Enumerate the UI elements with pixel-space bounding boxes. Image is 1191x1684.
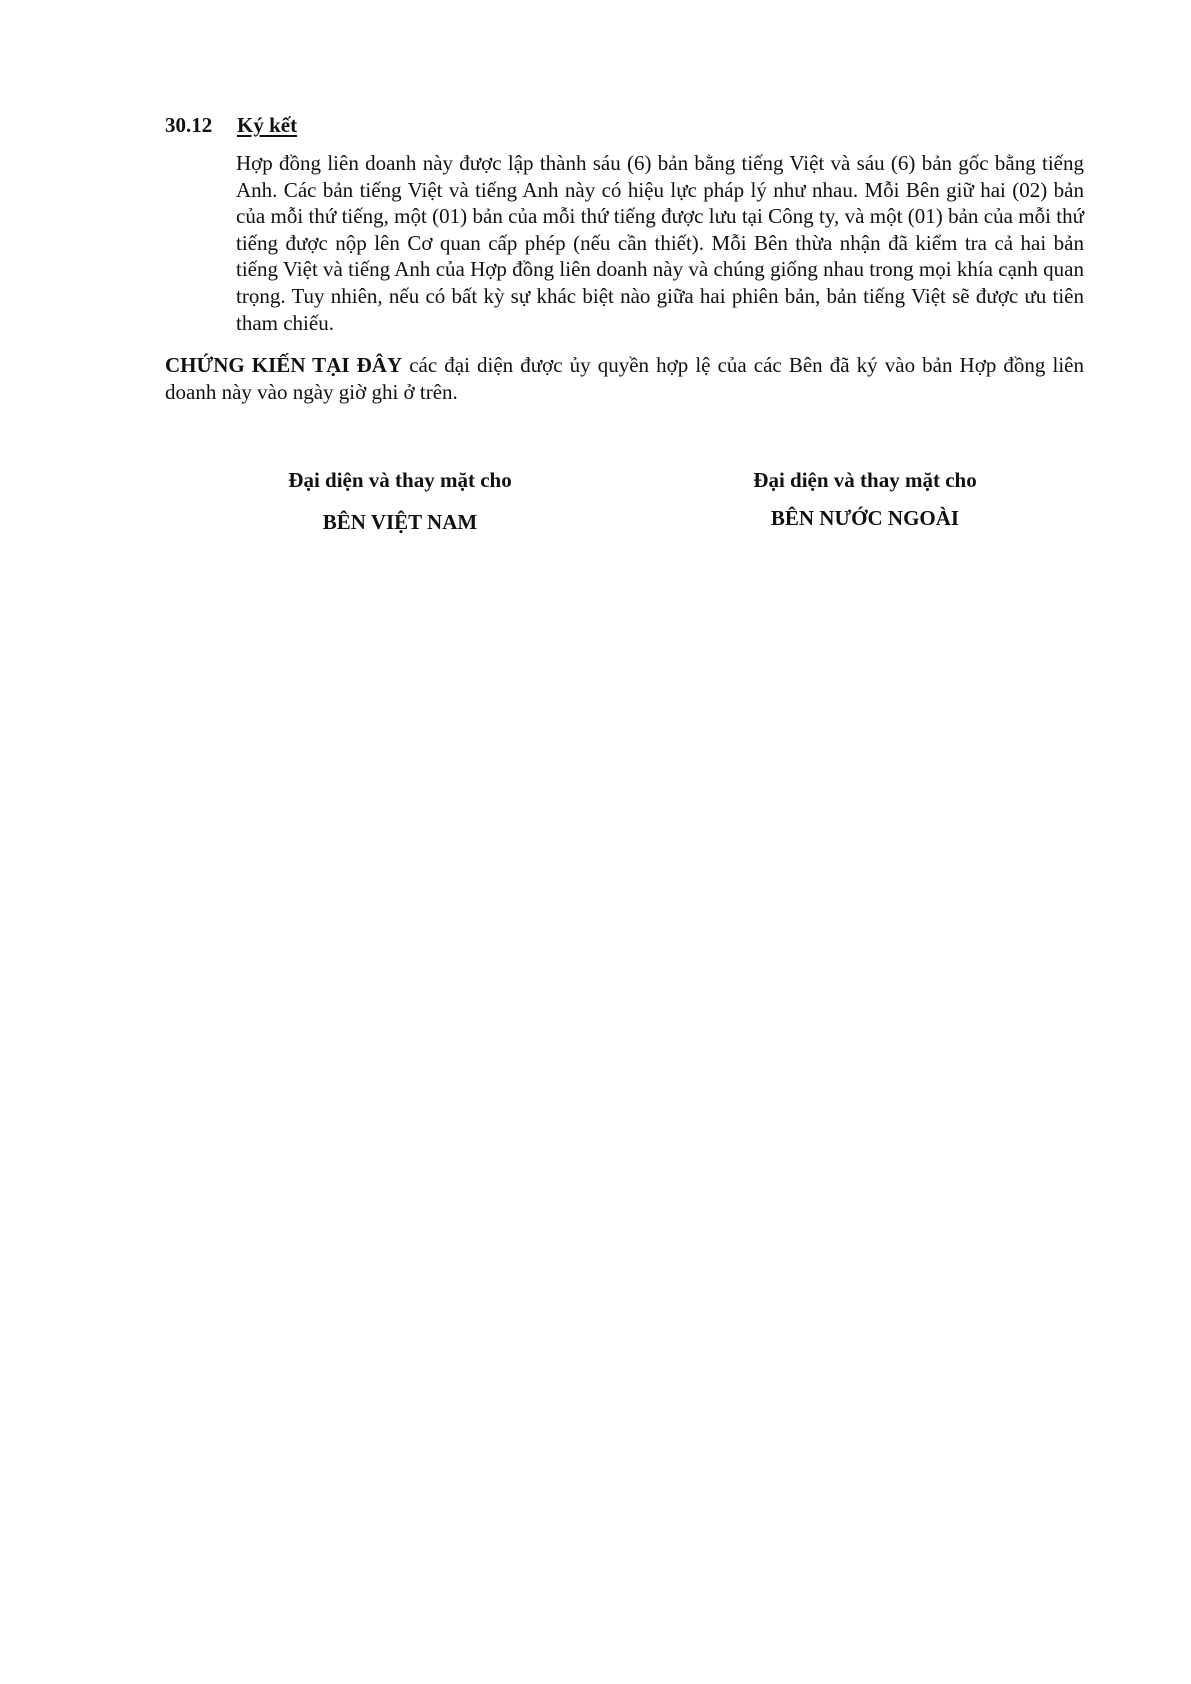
signature-caption: Đại diện và thay mặt cho — [753, 468, 977, 492]
signature-block-vietnam — [265, 467, 535, 535]
section-title: Ký kết — [237, 113, 298, 137]
witness-text: các đại diện được ủy quyền hợp lệ của các Bên đã ký vào bản Hợp đồng liên doanh này vào ngày giờ ghi ở trên. — [165, 353, 1084, 404]
witness-lead: CHỨNG KIẾN TẠI ĐÂY — [165, 353, 403, 377]
party-name: BÊN VIỆT NAM — [322, 510, 478, 534]
signature-block-foreign — [730, 467, 1000, 531]
section-number: 30.12 — [165, 113, 213, 137]
section-heading — [165, 112, 297, 138]
witness-paragraph — [165, 352, 1084, 405]
section-body-paragraph: Hợp đồng liên doanh này được lập thành sáu (6) bản bằng tiếng Việt và sáu (6) bản gốc bằng tiếng Anh. Các bản tiếng Việt và tiếng Anh này có hiệu lực pháp lý như nhau. Mỗi Bên giữ hai (02) bản của mỗi thứ tiếng, một (01) bản của mỗi thứ tiếng được lưu tại Công ty, và một (01) bản của mỗi thứ tiếng được nộp lên Cơ quan cấp phép (nếu cần thiết). Mỗi Bên thừa nhận đã kiểm tra cả hai bản tiếng Việt và tiếng Anh của Hợp đồng liên doanh này và chúng giống nhau trong mọi khía cạnh quan trọng. Tuy nhiên, nếu có bất kỳ sự khác biệt nào giữa hai phiên bản, bản tiếng Việt sẽ được ưu tiên tham chiếu. — [236, 151, 1084, 335]
party-name: BÊN NƯỚC NGOÀI — [770, 506, 960, 530]
signature-caption: Đại diện và thay mặt cho — [288, 468, 512, 492]
